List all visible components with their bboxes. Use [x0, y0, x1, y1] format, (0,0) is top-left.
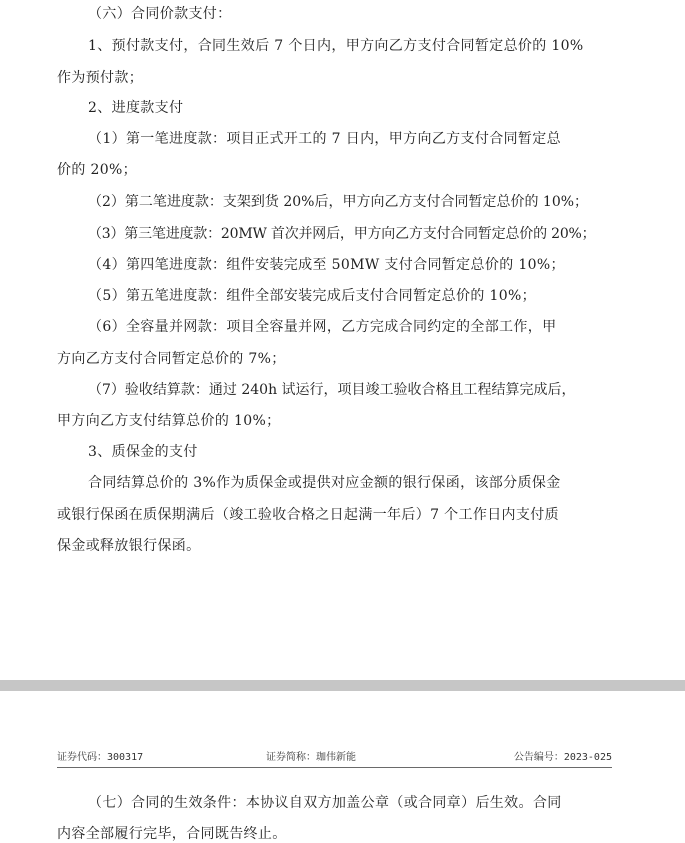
paragraph-line: 或银行保函在质保期满后（竣工验收合格之日起满一年后）7 个工作日内支付质 — [57, 507, 559, 523]
paragraph-line: （2）第二笔进度款：支架到货 20%后，甲方向乙方支付合同暂定总价的 10%； — [88, 194, 589, 210]
paragraph-line: （6）全容量并网款：项目全容量并网，乙方完成合同约定的全部工作，甲 — [88, 319, 557, 335]
paragraph-line: 1、预付款支付，合同生效后 7 个日内，甲方向乙方支付合同暂定总价的 10% — [88, 38, 584, 54]
paragraph-line: （4）第四笔进度款：组件安装完成至 50MW 支付合同暂定总价的 10%； — [88, 257, 565, 273]
subsection-heading: 3、质保金的支付 — [88, 444, 198, 460]
stock-code: 证券代码：300317 — [57, 752, 144, 763]
paragraph-line: （5）第五笔进度款：组件全部安装完成后支付合同暂定总价的 10%； — [88, 288, 537, 304]
paragraph-line: 内容全部履行完毕，合同既告终止。 — [57, 826, 287, 842]
paragraph-line: 价的 20%； — [57, 162, 138, 178]
section-heading: （七）合同的生效条件：本协议自双方加盖公章（或合同章）后生效。合同 — [88, 795, 562, 811]
paragraph-line: （7）验收结算款：通过 240h 试运行，项目竣工验收合格且工程结算完成后， — [88, 382, 576, 398]
section-heading: （六）合同价款支付： — [88, 6, 232, 22]
paragraph-line: 方向乙方支付合同暂定总价的 7%； — [57, 351, 286, 367]
page-header-bar — [57, 751, 612, 768]
page-separator — [0, 680, 685, 691]
paragraph-line: （3）第三笔进度款：20MW 首次并网后，甲方向乙方支付合同暂定总价的 20%； — [88, 226, 596, 242]
paragraph-line: 合同结算总价的 3%作为质保金或提供对应金额的银行保函，该部分质保金 — [88, 475, 561, 491]
subsection-heading: 2、进度款支付 — [88, 100, 184, 116]
paragraph-line: 保金或释放银行保函。 — [57, 538, 201, 554]
paragraph-line: （1）第一笔进度款：项目正式开工的 7 日内，甲方向乙方支付合同暂定总 — [88, 131, 561, 147]
announcement-number: 公告编号：2023-025 — [513, 752, 612, 763]
stock-name: 证券简称：珈伟新能 — [266, 752, 356, 763]
paragraph-line: 作为预付款； — [57, 70, 144, 86]
paragraph-line: 甲方向乙方支付结算总价的 10%； — [57, 413, 281, 429]
